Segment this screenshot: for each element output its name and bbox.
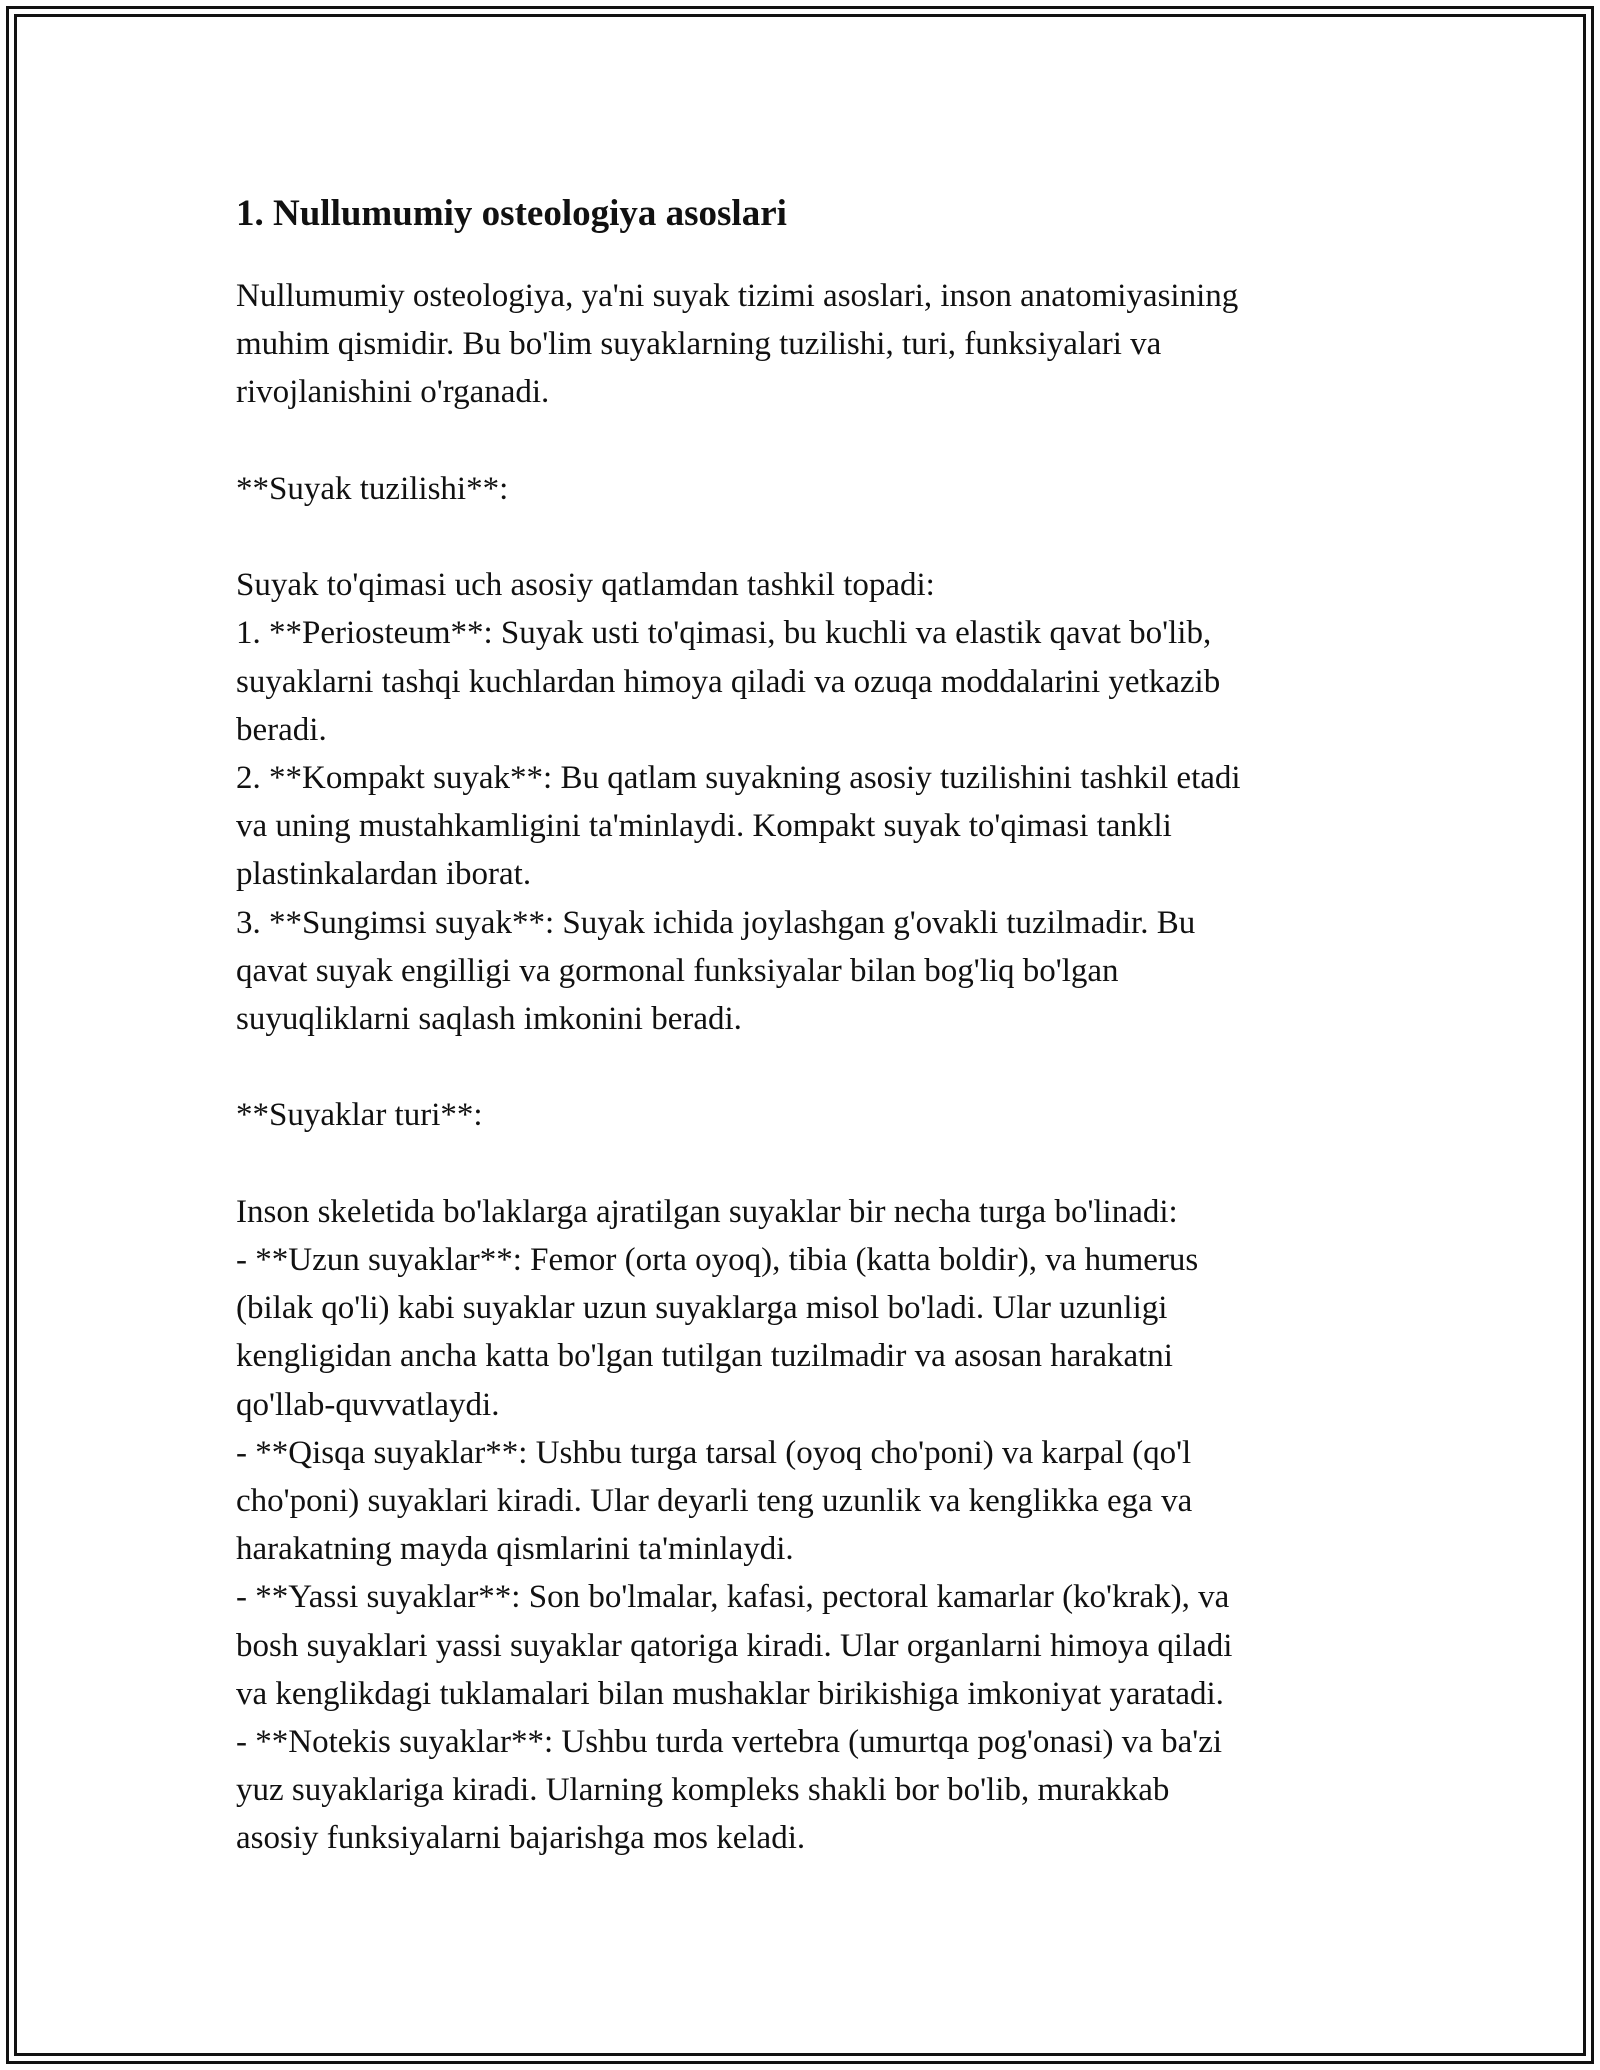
section-heading-suyak-tuzilishi: **Suyak tuzilishi**:	[236, 470, 509, 507]
document-title: 1. Nullumumiy osteologiya asoslari	[236, 193, 787, 234]
paragraph-gap	[236, 1140, 1376, 1188]
paragraph-gap	[236, 1043, 1376, 1091]
document-body	[236, 190, 1376, 1863]
list-item-uzun-suyaklar: - **Uzun suyaklar**: Femor (orta oyoq), tibia (katta boldir), va humerus (bilak qo'li) kabi suyaklar uzun suyaklarga misol bo'ladi. Ular uzunligi kengligidan ancha katta bo'lgan tutilgan tuzilmadir va asosan harakatni qo'llab-quvvatlaydi.	[236, 1242, 1199, 1423]
paragraph-gap	[236, 513, 1376, 561]
section-lead-suyak-tuzilishi: Suyak to'qimasi uch asosiy qatlamdan tashkil topadi:	[236, 567, 935, 604]
list-item-qisqa-suyaklar: - **Qisqa suyaklar**: Ushbu turga tarsal (oyoq cho'poni) va karpal (qo'l cho'poni) suyaklari kiradi. Ular deyarli teng uzunlik va kenglikka ega va harakatning mayda qismlarini ta'minlaydi.	[236, 1434, 1193, 1568]
list-item-notekis-suyaklar: - **Notekis suyaklar**: Ushbu turda vertebra (umurtqa pog'onasi) va ba'zi yuz suyaklariga kiradi. Ularning kompleks shakli bor bo'lib, murakkab asosiy funksiyalarni bajarishga mos keladi.	[236, 1724, 1223, 1857]
list-item-periosteum: 1. **Periosteum**: Suyak usti to'qimasi, bu kuchli va elastik qavat bo'lib, suyaklarni tashqi kuchlardan himoya qiladi va ozuqa moddalarini yetkazib beradi.	[236, 615, 1221, 748]
section-heading-suyaklar-turi: **Suyaklar turi**:	[236, 1097, 483, 1134]
paragraph-gap	[236, 417, 1376, 465]
section-lead-suyaklar-turi: Inson skeletida bo'laklarga ajratilgan suyaklar bir necha turga bo'linadi:	[236, 1193, 1178, 1230]
intro-paragraph: Nullumumiy osteologiya, ya'ni suyak tizimi asoslari, inson anatomiyasining muhim qismidir. Bu bo'lim suyaklarning tuzilishi, turi, funksiyalari va rivojlanishini o'rganadi.	[236, 278, 1239, 411]
list-item-sungimsi-suyak: 3. **Sungimsi suyak**: Suyak ichida joylashgan g'ovakli tuzilmadir. Bu qavat suyak engilligi va gormonal funksiyalar bilan bog'liq bo'lgan suyuqliklarni saqlash imkonini beradi.	[236, 904, 1196, 1038]
list-item-yassi-suyaklar: - **Yassi suyaklar**: Son bo'lmalar, kafasi, pectoral kamarlar (ko'krak), va bosh suyaklari yassi suyaklar qatoriga kiradi. Ular organlarni himoya qiladi va kenglikdagi tuklamalari bilan mushaklar birikishiga imkoniyat yaratadi.	[236, 1579, 1233, 1712]
list-item-kompakt-suyak: 2. **Kompakt suyak**: Bu qatlam suyakning asosiy tuzilishini tashkil etadi va uning mustahkamligini ta'minlaydi. Kompakt suyak to'qimasi tankli plastinkalardan iborat.	[236, 760, 1241, 893]
